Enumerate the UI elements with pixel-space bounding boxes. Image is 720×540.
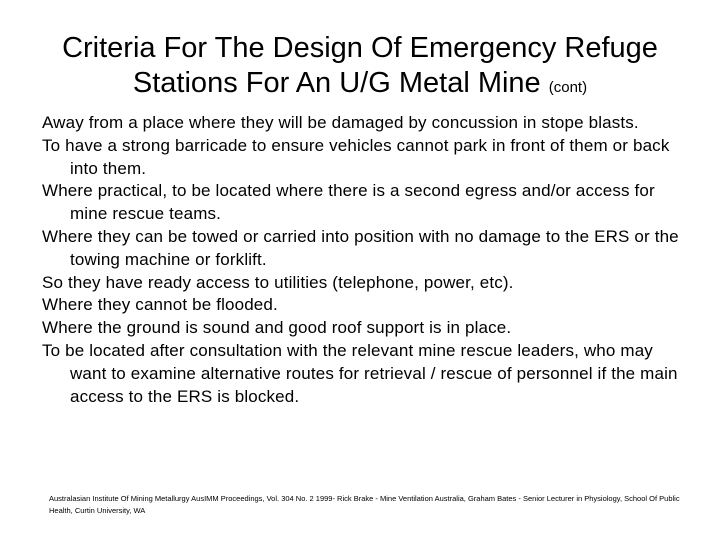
slide-title-suffix: (cont) — [548, 79, 588, 96]
bullet-item: Away from a place where they will be damaged by concussion in stope blasts. — [42, 113, 639, 132]
slide-title — [20, 31, 700, 105]
bullet-item: So they have ready access to utilities (telephone, power, etc). — [42, 272, 514, 292]
bullet-item: Where they cannot be flooded. — [42, 295, 278, 315]
slide-title-text: Criteria For The Design Of Emergency Refuge Stations For An U/G Metal Mine — [62, 32, 658, 99]
bullet-item: Where the ground is sound and good roof support is in place. — [42, 318, 512, 338]
citation: Australasian Institute Of Mining Metallurgy AusIMM Proceedings, Vol. 304 No. 2 1999- Rick Brake - Mine Ventilation Australia, Graham Bates - Senior Lecturer in Physiology, School Of Public Health, Curtin University, WA — [49, 494, 680, 515]
bullet-list — [42, 112, 692, 408]
bullet-item: Where they can be towed or carried into position with no damage to the ERS or the towing machine or forklift. — [42, 226, 679, 269]
bullet-item: Where practical, to be located where there is a second egress and/or access for mine rescue teams. — [42, 181, 655, 224]
bullet-item: To be located after consultation with the relevant mine rescue leaders, who may want to examine alternative routes for retrieval / rescue of personnel if the main access to the ERS is blocked. — [42, 340, 678, 406]
bullet-item: To have a strong barricade to ensure vehicles cannot park in front of them or back into them. — [42, 135, 670, 178]
